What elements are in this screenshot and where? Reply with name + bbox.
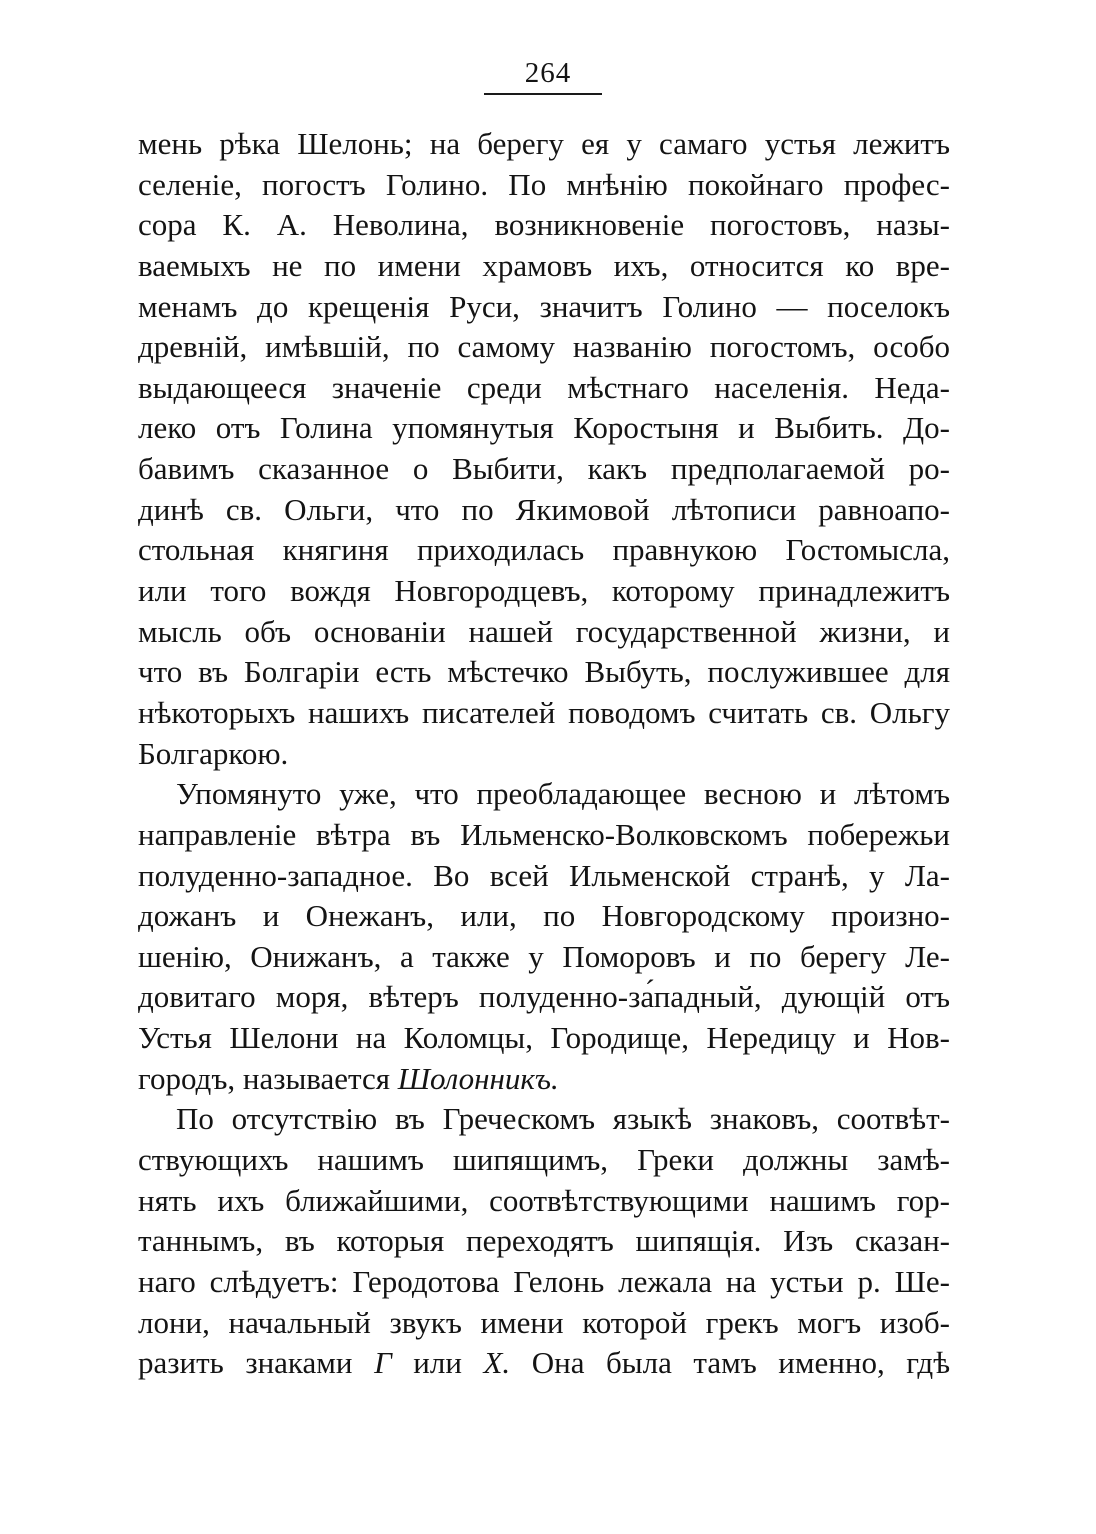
text-line: ствующихъ нашимъ шипящимъ, Греки должны замѣ- — [138, 1142, 950, 1178]
text-line: Упомянуто уже, что преобладающее весною и лѣтомъ — [176, 776, 950, 812]
italic-term: Шолонникъ. — [397, 1060, 559, 1096]
text-line: ваемыхъ не по имени храмовъ ихъ, относится ко вре- — [138, 247, 950, 283]
text-line: леко отъ Голина упомянутыя Коростыня и Выбить. До- — [138, 410, 950, 446]
text-line: Болгаркою. — [138, 735, 289, 771]
text-line-start: городъ, называется — [138, 1060, 390, 1096]
final-line-after: Она была тамъ именно, гдѣ — [531, 1345, 951, 1381]
text-line — [138, 1059, 950, 1100]
text-line: Устья Шелони на Коломцы, Городище, Нередицу и Нов- — [138, 1020, 950, 1056]
paragraph-2 — [138, 774, 950, 1099]
page-number: 264 — [524, 57, 572, 89]
italic-letter-g: Г — [374, 1345, 392, 1381]
paragraph-1 — [138, 124, 950, 774]
text-line: или того вождя Новгородцевъ, которому принадлежитъ — [138, 573, 950, 609]
text-line: полуденно-западное. Во всей Ильменской странѣ, у Ла- — [138, 857, 950, 893]
text-line: наго слѣдуетъ: Геродотова Гелонь лежала на устьи р. Ше- — [138, 1263, 950, 1299]
text-line: направленіе вѣтра въ Ильменско-Волковскомъ побережьи — [138, 816, 950, 852]
text-line-final — [138, 1343, 950, 1384]
text-line: мысль объ основаніи нашей государственной жизни, и — [138, 613, 950, 649]
final-line-before: разить знаками — [138, 1345, 353, 1381]
text-line: сора К. А. Неволина, возникновеніе погостовъ, назы- — [138, 207, 950, 243]
text-line: довитаго моря, вѣтеръ полуденно-за́падный, дующій отъ — [138, 979, 950, 1015]
paragraph-3 — [138, 1099, 950, 1383]
page-text — [138, 124, 950, 1384]
text-line: шенію, Онижанъ, а также у Поморовъ и по берегу Ле- — [138, 938, 950, 974]
text-line: динѣ св. Ольги, что по Якимовой лѣтописи равноапо- — [138, 491, 950, 527]
text-line: менамъ до крещенія Руси, значитъ Голино — поселокъ — [138, 288, 950, 324]
text-line: стольная княгиня приходилась правнукою Гостомысла, — [138, 532, 950, 568]
text-line: нять ихъ ближайшими, соотвѣтствующими нашимъ гор- — [138, 1182, 950, 1218]
text-line: выдающееся значеніе среди мѣстнаго населенія. Неда- — [138, 369, 950, 405]
text-line: селеніе, погостъ Голино. По мнѣнію покойнаго профес- — [138, 166, 950, 202]
text-line: таннымъ, въ которыя переходятъ шипящія. Изъ сказан- — [138, 1223, 950, 1259]
page-number-rule — [484, 93, 602, 95]
text-line: По отсутствію въ Греческомъ языкѣ знаковъ, соотвѣт- — [176, 1101, 950, 1137]
text-line: древній, имѣвшій, по самому названію погостомъ, особо — [138, 329, 950, 365]
text-line: дожанъ и Онежанъ, или, по Новгородскому произно- — [138, 898, 950, 934]
text-line: мень рѣка Шелонь; на берегу ея у самаго устья лежитъ — [138, 126, 950, 161]
text-line: что въ Болгаріи есть мѣстечко Выбуть, послужившее для — [138, 654, 950, 690]
final-line-middle: или — [413, 1345, 462, 1381]
text-line: бавимъ сказанное о Выбити, какъ предполагаемой ро- — [138, 451, 950, 487]
text-line: лони, начальный звукъ имени которой грекъ могъ изоб- — [138, 1304, 950, 1340]
text-line: нѣкоторыхъ нашихъ писателей поводомъ считать св. Ольгу — [138, 694, 950, 730]
italic-letter-h: Х. — [483, 1345, 511, 1381]
